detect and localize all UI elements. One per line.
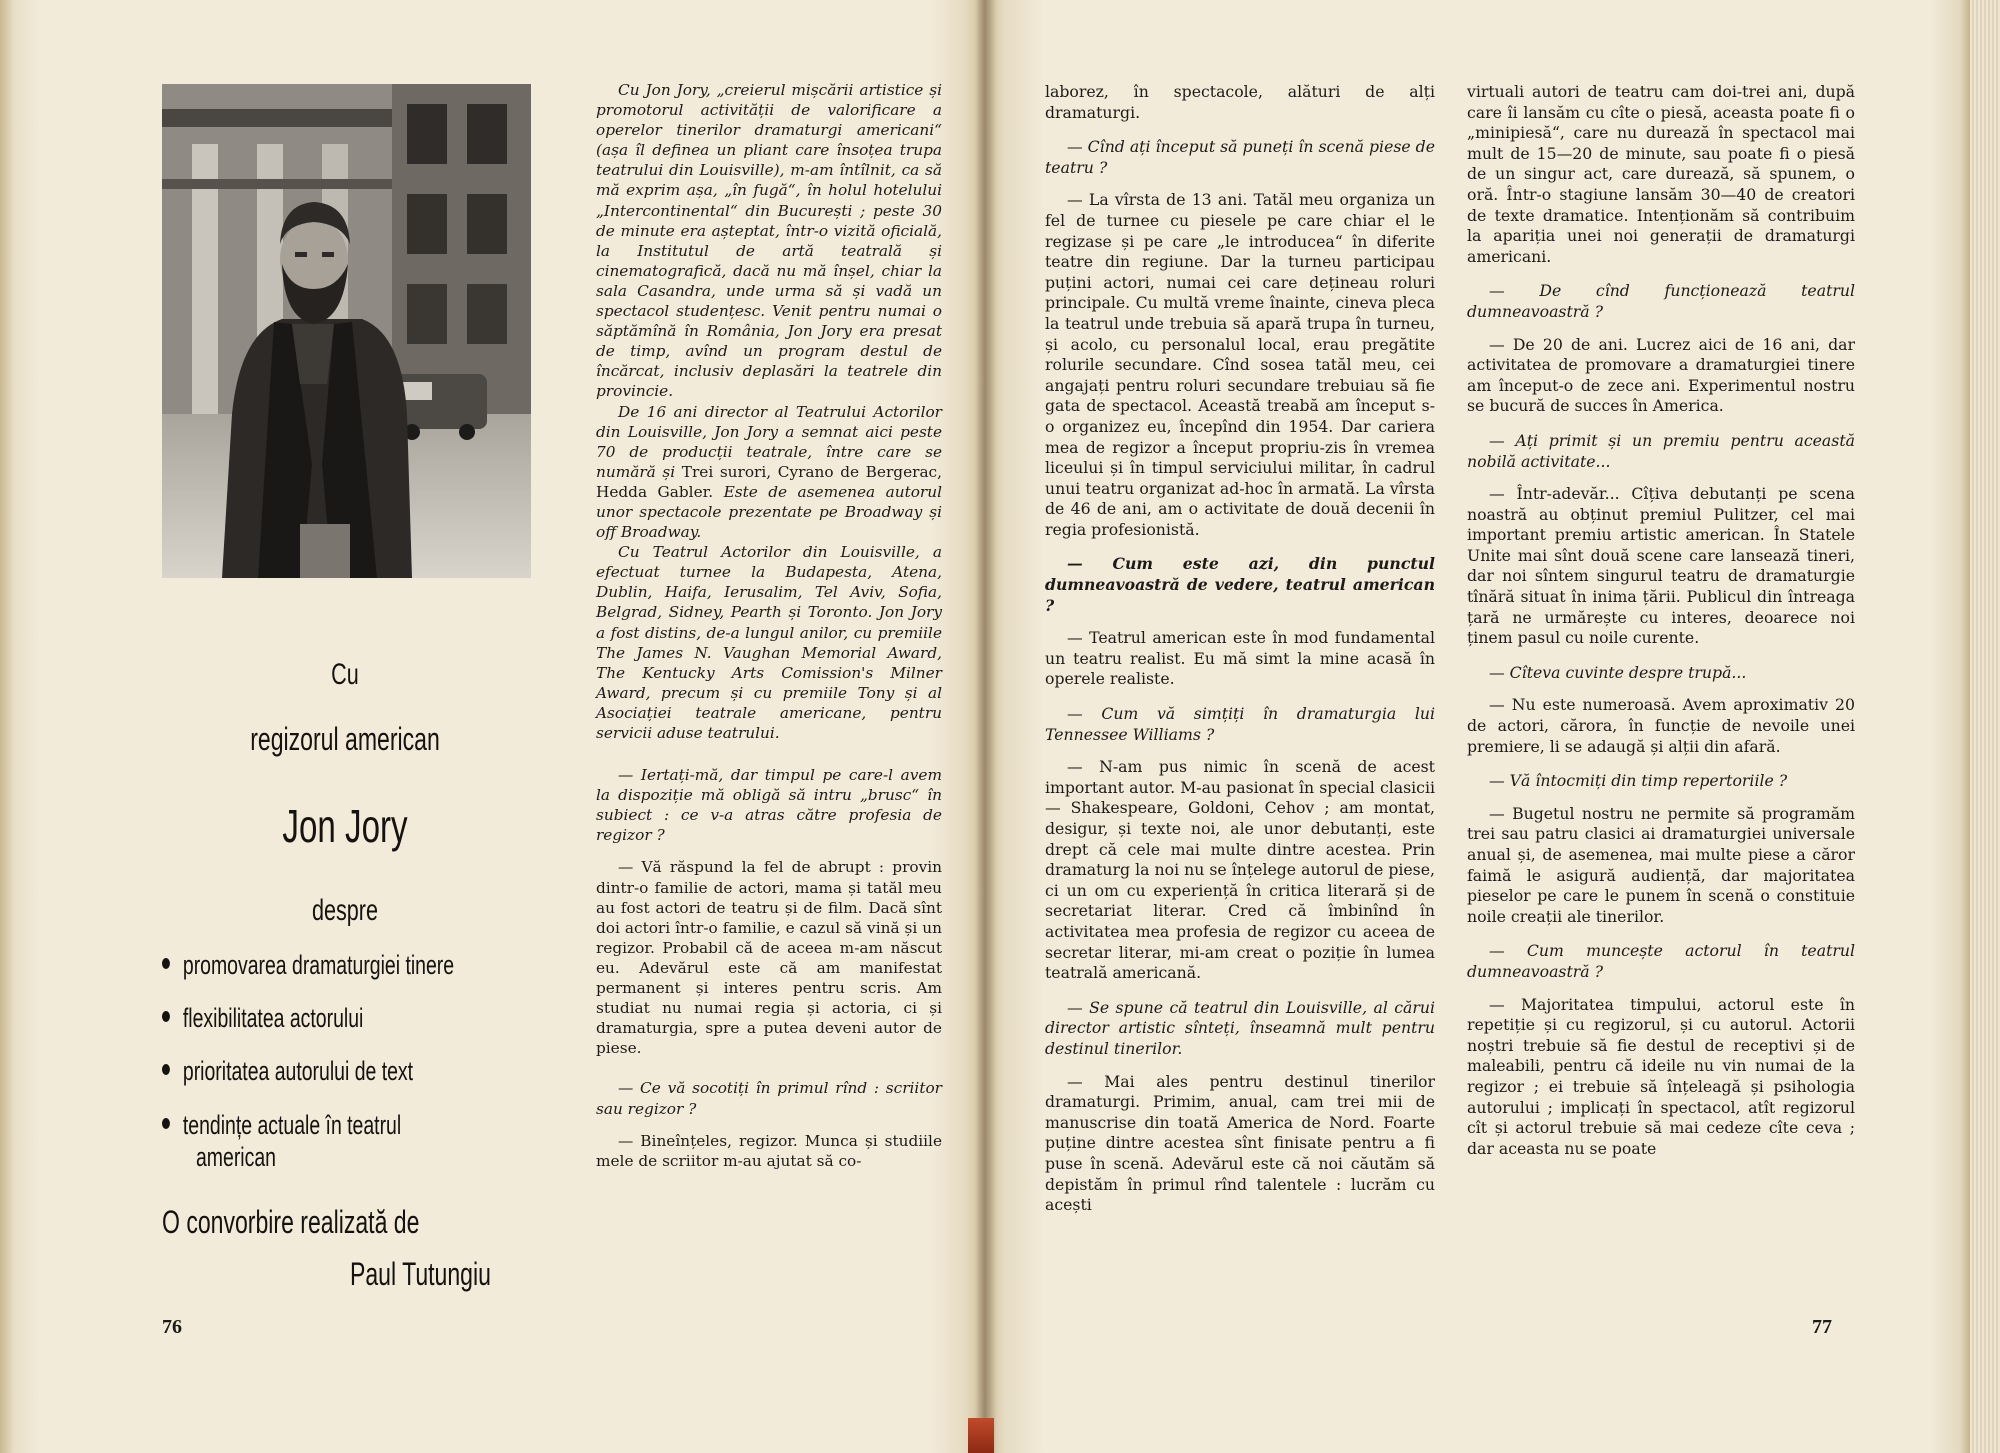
byline-line-1: [162, 1204, 419, 1241]
bullet-item: [162, 1110, 401, 1141]
question: — Cum muncește actorul în teatrul dumneavoastră ?: [1467, 941, 1855, 981]
question: — Ce vă socotiți în primul rînd : scriitor sau regizor ?: [596, 1079, 942, 1118]
answer: — Majoritatea timpului, actorul este în repetiție și cu regizorul, și cu autorul. Actorii noștri trebuie să fie destul de receptivi și de maleabili, pentru că ideile nu vin numai de la regizor ; ei trebuie să înțeleagă și psihologia autorului ; implicați în spectacol, atît regizorul cît și actorul trebuie să mai cedeze cîte ceva ; dar aceasta nu se poate: [1467, 994, 1855, 1158]
answer: — Bineînțeles, regizor. Munca și studiile mele de scriitor m-au ajutat să co-: [596, 1131, 942, 1170]
page-number-right: 77: [1812, 1316, 1832, 1338]
left-page: [0, 0, 985, 1453]
bullet-label: tendințe actuale în teatrul: [182, 1110, 402, 1140]
bullet-dot-icon: [162, 1118, 170, 1129]
headline-subtitle: [205, 721, 486, 758]
intro-text: De 16 ani director al Teatrului Actorilor din Louisville, Jon Jory a semnat aici peste 70 de producții teatrale, între care se numără și: [596, 402, 942, 481]
question: — Cîteva cuvinte despre trupă...: [1489, 662, 1747, 682]
question: — Cum este azi, din punctul dumneavoastră de vedere, teatrul american ?: [1045, 554, 1435, 615]
headline-name-text: Jon Jory: [282, 800, 408, 852]
question: — Se spune că teatrul din Louisville, al cărui director artistic sînteți, înseamnă mult pentru destinul tinerilor.: [1045, 997, 1435, 1058]
intro-paragraph: [596, 402, 942, 543]
headline-about-text: despre: [311, 894, 379, 927]
bullet-label: american: [196, 1142, 276, 1172]
play-titles: Trei surori, Cyrano de Bergerac, Hedda Gabler.: [596, 462, 942, 501]
intro-paragraph: Cu Jon Jory, „creierul mișcării artistice și promotorul activității de valorificare a operelor tinerilor dramaturgi americani“ (așa îl definea un pliant care însoțea trupa teatrului din Louisville), m-am întîlnit, ca să mă exprim așa, „în fugă“, în holul hotelului „Intercontinental“ din București ; peste 30 de minute era așteptat, într-o vizită oficială, la Institutul de artă teatrală și cinematografică, dacă nu mă înșel, chiar la sala Casandra, unde urma să și vadă un spectacol studențesc. Venit pentru numai o săptămînă în România, Jon Jory era presat de timp, avînd un program destul de încărcat, inclusiv deplasări la teatrele din provincie.: [596, 81, 942, 401]
bullet-label: prioritatea autorului de text: [182, 1056, 414, 1086]
answer: — La vîrsta de 13 ani. Tatăl meu organiza un fel de turnee cu piesele pe care chiar el le regizase și pe care „le introducea“ în diferite teatre din regiune. Dar la turneu participau puțini actori, numai cei care dețineau roluri principale. Cu multă vreme înainte, cineva pleca la teatrul unde trebuia să apară trupa în turneu, și acolo, cu personalul local, erau pregătite rolurile secundare. Cînd sosea tatăl meu, cei angajați pentru roluri secundare trebuiau să fie gata de spectacol. Această treabă am început s-o organizez eu, începînd din 1954. Dar cariera mea de regizor a început propriu-zis în vremea liceului și în timpul serviciului militar, în cadrul unui teatru organizat ad-hoc în armată. La vîrsta de 46 de ani, am o activitate de două decenii în regia profesionistă.: [1045, 190, 1435, 539]
answer: — Mai ales pentru destinul tinerilor dramaturgi. Primim, anual, cam trei mii de manuscrise din toată America de Nord. Foarte puține dintre acestea sînt finisate pentru a fi puse în scenă. Adevărul este că noi căutăm să depistăm în primul rînd talentele : lucrăm cu acești: [1045, 1071, 1435, 1215]
bullet-label: promovarea dramaturgiei tinere: [182, 950, 455, 980]
intro-text: Este de asemenea autorul unor spectacole prezentate pe Broadway și off Broadway.: [596, 482, 942, 542]
question: — Ați primit și un premiu pentru această nobilă activitate...: [1467, 430, 1855, 471]
answer-continuation: virtuali autori de teatru cam doi-trei ani, după care îi lansăm cu cîte o piesă, aceasta poate fi o „minipiesă“, care nu durează în spectacol mai mult de 15—20 de minute, sau poate fi o piesă de un singur act, care durează, să spunem, o oră. Într-o stagiune lansăm 30—40 de creatori de texte dramatice. Intenționăm să contribuim la apariția unei noi generații de dramaturgi americani.: [1467, 82, 1855, 266]
bullet-dot-icon: [162, 1064, 170, 1075]
byline-author: [350, 1256, 491, 1293]
question: — Vă întocmiți din timp repertoriile ?: [1489, 771, 1788, 791]
answer-continuation: laborez, în spectacole, alături de alți dramaturgi.: [1045, 82, 1435, 122]
bullet-dot-icon: [162, 1011, 170, 1022]
headline-name: [205, 799, 486, 853]
headline-about: [205, 894, 486, 928]
answer: — Bugetul nostru ne permite să programăm trei sau patru clasici ai dramaturgiei universale anual și, de asemenea, mai multe piese a căror faimă le asigură audiență, dar majoritatea pieselor pe care le punem în scenă o constituie noile creații ale tinerilor.: [1467, 803, 1855, 926]
bullet-item: [162, 1056, 413, 1087]
bookmark-ribbon: [968, 1418, 994, 1453]
right-page: [985, 0, 1970, 1453]
answer: — N-am pus nimic în scenă de acest important autor. M-au pasionat în special clasicii — Shakespeare, Goldoni, Cehov ; am montat, desigur, și texte noi, ale unor debutanți, este drept că cele mai multe dintre acestea. Prin dramaturg la noi nu se înțelege autorul de piese, ci un om cu experiență în critica literară și de secretariat literar. Cred că îmbinînd în activitatea mea profesia de regizor cu aceea de secretar literar, mi-am creat o poziție în lumea teatrală americană.: [1045, 757, 1435, 983]
bullet-dot-icon: [162, 958, 170, 969]
question: — Cum vă simțiți în dramaturgia lui Tennessee Williams ?: [1045, 704, 1435, 744]
photo-image: [162, 84, 531, 578]
page-number-left: 76: [162, 1316, 182, 1338]
answer: — Vă răspund la fel de abrupt : provin dintr-o familie de actori, mama și tatăl meu au fost actori de teatru și de film. Dacă sînt doi actori într-o familie, e cazul să vină și un regizor. Probabil că de aceea m-am născut eu. Adevărul este că am manifestat permanent și interes pentru scris. Am studiat nu numai regia și actoria, ci și dramaturgia, spre a putea deveni autor de piese.: [596, 858, 942, 1058]
question: — Cînd ați început să puneți în scenă piese de teatru ?: [1045, 137, 1436, 177]
photo-jon-jory: [162, 84, 531, 578]
answer: — Teatrul american este în mod fundamental un teatru realist. Eu mă simt la mine acasă în operele realiste.: [1045, 628, 1435, 689]
bullet-item: [162, 1003, 363, 1034]
headline-subtitle-text: regizorul american: [250, 721, 440, 757]
question: — De cînd funcționează teatrul dumneavoastră ?: [1467, 281, 1855, 321]
left-text-column: [596, 80, 942, 1171]
headline-cu: [205, 658, 486, 692]
headline-pre: Cu: [331, 658, 359, 691]
answer: — Într-adevăr... Cîțiva debutanți pe scena noastră au obținut premiul Pulitzer, cel mai important premiu artistic american. În Statele Unite mai sînt două scene care lansează tineri, dar noi sîntem singurul teatru de dramaturgie tînără situat în inima țării. Publicul din întreaga țară ne urmărește cu interes, deoarece noi ținem pasul cu noile curente.: [1467, 484, 1855, 648]
answer: — De 20 de ani. Lucrez aici de 16 ani, dar activitatea de promovare a dramaturgiei tinere am început-o de zece ani. Experimentul nostru se bucură de succes în America.: [1467, 334, 1855, 416]
bullet-continuation: [196, 1142, 276, 1173]
question: — Iertați-mă, dar timpul pe care-l avem la dispoziție mă obligă să intru „brusc“ în subiect : ce v-a atras către profesia de regizor ?: [596, 766, 942, 845]
right-text-column-2: [1467, 82, 1855, 1159]
intro-paragraph: Cu Teatrul Actorilor din Louisville, a efectuat turnee la Budapesta, Atena, Dublin, Haifa, Ierusalim, Tel Aviv, Sofia, Belgrad, Sidney, Pearth și Toronto. Jon Jory a fost distins, de-a lungul anilor, cu premiile The James N. Vaughan Memorial Award, The Kentucky Arts Comission's Milner Award, precum și cu premiile Tony și al Asociației teatrale americane, pentru servicii aduse teatrului.: [596, 543, 942, 742]
page-edges: [1970, 0, 2000, 1453]
right-text-column-1: [1045, 82, 1435, 1216]
book-gutter: [975, 0, 997, 1453]
author-name: Paul Tutungiu: [350, 1256, 491, 1292]
byline-text: O convorbire realizată de: [162, 1204, 420, 1240]
bullet-item: [162, 950, 454, 981]
answer: — Nu este numeroasă. Avem aproximativ 20 de actori, cărora, în funcție de nevoile unei premiere, li se adaugă și alții din afară.: [1467, 695, 1855, 756]
bullet-label: flexibilitatea actorului: [182, 1003, 364, 1033]
